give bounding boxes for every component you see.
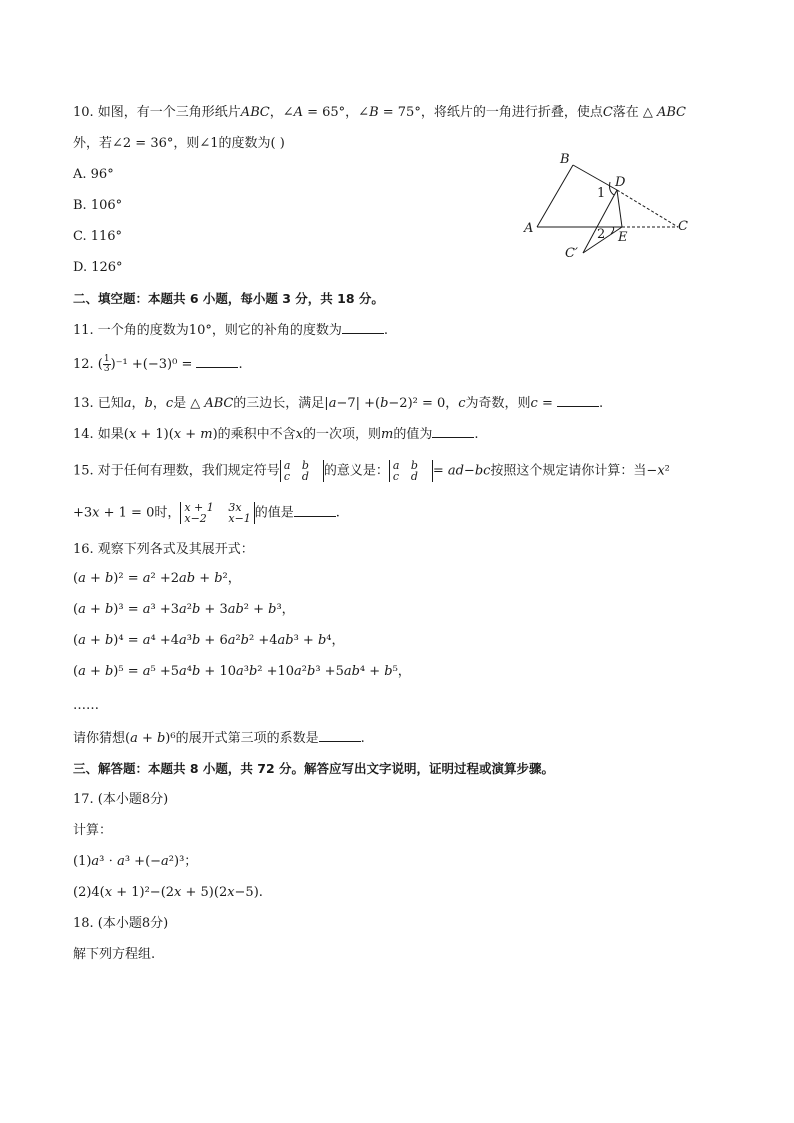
- q17-intro: 计算：: [73, 823, 113, 838]
- q15-line1: [73, 460, 670, 482]
- q15-line2-part1: +3𝑥 + 1 = 0时，: [73, 505, 181, 521]
- angle-1-arc: [610, 182, 615, 195]
- q15-end: .: [335, 505, 340, 521]
- q13: [73, 394, 603, 413]
- q10-stem-line2: 外，若∠2 = 36°，则∠1的度数为( ): [73, 136, 285, 151]
- q16-line-3: (𝑎 + 𝑏)⁴ = 𝑎⁴ +4𝑎³𝑏 + 6𝑎²𝑏² +4𝑎𝑏³ + 𝑏⁴，: [73, 633, 345, 648]
- q12: [73, 355, 243, 374]
- q13-blank: [557, 394, 599, 407]
- q11: [73, 321, 388, 340]
- q18-title: 18. (本小题8分): [73, 916, 169, 931]
- q16-ellipsis: ……: [73, 698, 99, 713]
- segment-de: [617, 190, 622, 227]
- section3-heading: 三、解答题：本题共 8 小题，共 72 分。解答应写出文字说明，证明过程或演算步骤。: [73, 761, 555, 776]
- q13-text: 13. 已知𝑎，𝑏，𝑐是 △ 𝐴𝐵𝐶的三边长，满足|𝑎−7| +(𝑏−2)² = 0，𝑐为奇数，则𝑐 =: [73, 396, 553, 411]
- q17-title: 17. (本小题8分): [73, 792, 169, 807]
- q12-rest: )⁻¹ +(−3)⁰ =: [110, 357, 193, 372]
- segment-bd: [573, 165, 617, 190]
- q14-end: .: [474, 427, 479, 442]
- q15-determinant-definition: a b c d: [389, 460, 433, 482]
- q10-option-b: B. 106°: [73, 198, 123, 213]
- q13-end: .: [599, 396, 604, 411]
- dashed-dc: [617, 190, 678, 227]
- q16-line-2: (𝑎 + 𝑏)³ = 𝑎³ +3𝑎²𝑏 + 3𝑎𝑏² + 𝑏³，: [73, 602, 295, 617]
- q15-part2: 的意义是：: [323, 463, 389, 479]
- q17-item-1: (1)𝑎³ ⋅ 𝑎³ +(−𝑎²)³；: [73, 854, 198, 869]
- q17-item-2: (2)4(𝑥 + 1)²−(2𝑥 + 5)(2𝑥−5).: [73, 885, 263, 900]
- segment-ab: [537, 165, 573, 227]
- q12-blank: [196, 355, 238, 368]
- q16-intro: 16. 观察下列各式及其展开式：: [73, 542, 254, 557]
- q10-option-a: A. 96°: [73, 167, 114, 182]
- label-a: A: [524, 221, 534, 236]
- q10-option-d: D. 126°: [73, 260, 123, 275]
- label-c-prime: C′: [565, 246, 578, 261]
- q15-blank: [294, 504, 336, 517]
- q18-intro: 解下列方程组.: [73, 947, 156, 962]
- q11-end: .: [383, 323, 388, 338]
- label-b: B: [560, 152, 570, 167]
- q15-part1: 15. 对于任何有理数，我们规定符号: [73, 463, 280, 479]
- q11-text: 11. 一个角的度数为10°，则它的补角的度数为: [73, 323, 342, 338]
- q10-triangle-figure: [510, 145, 700, 265]
- q12-prefix: 12. (: [73, 357, 103, 372]
- label-e: E: [618, 230, 628, 245]
- q12-denominator: 3: [103, 364, 110, 374]
- q14-text: 14. 如果(𝑥 + 1)(𝑥 + 𝑚)的乘积中不含𝑥的一次项，则𝑚的值为: [73, 427, 433, 442]
- q16-line-4: (𝑎 + 𝑏)⁵ = 𝑎⁵ +5𝑎⁴𝑏 + 10𝑎³𝑏² +10𝑎²𝑏³ +5𝑎𝑏⁴ + 𝑏⁵，: [73, 664, 411, 679]
- q14-blank: [432, 425, 474, 438]
- section2-heading: 二、填空题：本题共 6 小题，每小题 3 分，共 18 分。: [73, 291, 384, 306]
- q16-question-text: 请你猜想(𝑎 + 𝑏)⁶的展开式第三项的系数是: [73, 731, 319, 746]
- q16-end: .: [360, 731, 365, 746]
- label-2: 2: [597, 227, 606, 242]
- q16-question: [73, 729, 365, 748]
- q11-blank: [342, 321, 384, 334]
- q15-determinant-symbol: a b c d: [280, 460, 324, 482]
- q15-determinant-expression: x + 1 3x x−2 x−1: [180, 502, 254, 524]
- label-d: D: [615, 175, 626, 190]
- q12-end: .: [238, 357, 243, 372]
- q12-fraction: [103, 355, 111, 374]
- q14: [73, 425, 478, 444]
- q15-line2-part2: 的值是: [254, 505, 294, 521]
- q15-part3: = 𝑎𝑑−𝑏𝑐按照这个规定请你计算：当−𝑥²: [432, 463, 670, 479]
- label-c: C: [678, 219, 688, 234]
- q12-numerator: 1: [103, 354, 110, 364]
- q10-option-c: C. 116°: [73, 229, 123, 244]
- q10-stem-line1: 10. 如图，有一个三角形纸片𝐴𝐵𝐶，∠𝐴 = 65°，∠𝐵 = 75°，将纸片的一角进行折叠，使点𝐶落在 △ 𝐴𝐵𝐶: [73, 105, 686, 120]
- q16-line-1: (𝑎 + 𝑏)² = 𝑎² +2𝑎𝑏 + 𝑏²，: [73, 571, 241, 586]
- q15-line2: [73, 502, 340, 524]
- q16-blank: [319, 729, 361, 742]
- label-1: 1: [597, 186, 606, 201]
